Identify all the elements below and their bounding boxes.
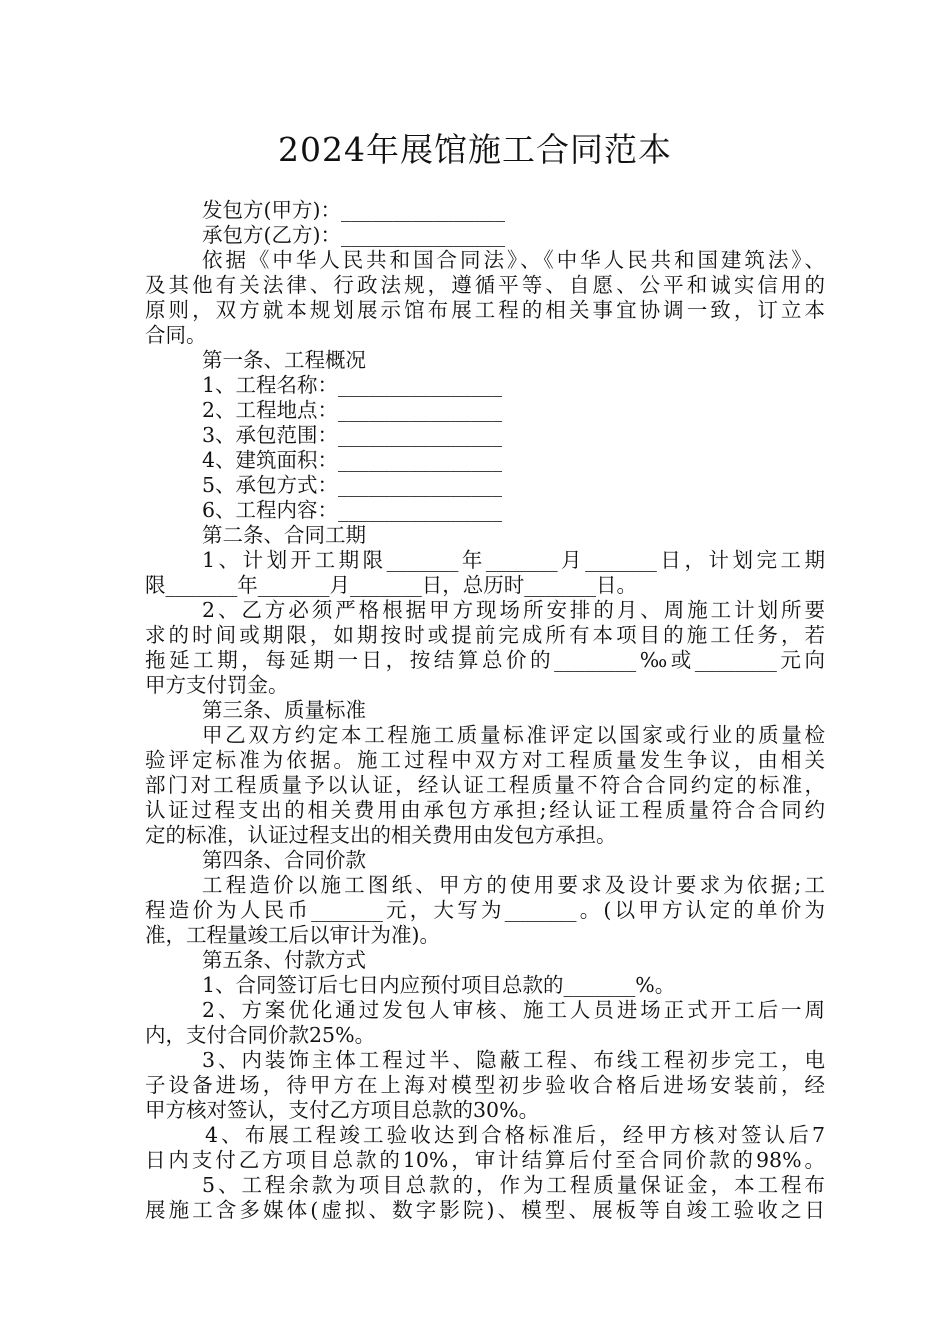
- section-heading: 第五条、付款方式: [202, 948, 366, 972]
- party-b-line: 承包方(乙方)：________________: [202, 223, 505, 247]
- paragraph-line: 3、内装饰主体工程过半、隐蔽工程、布线工程初步完工，电: [202, 1048, 825, 1072]
- paragraph-line: 合同。: [145, 323, 207, 347]
- paragraph-line: 1、计划开工期限_______年_______月_______日，计划完工期: [202, 548, 825, 572]
- document-title: 2024年展馆施工合同范本: [278, 130, 672, 169]
- paragraph-line: 准，工程量竣工后以审计为准)。: [145, 923, 440, 947]
- paragraph-line: 日内支付乙方项目总款的10%，审计结算后付至合同价款的98%。: [145, 1148, 825, 1172]
- paragraph-line: 认证过程支出的相关费用由承包方承担;经认证工程质量符合合同约: [145, 798, 825, 822]
- form-field-line: 1、工程名称：________________: [202, 373, 503, 397]
- paragraph-line: 及其他有关法律、行政法规，遵循平等、自愿、公平和诚实信用的: [145, 273, 825, 297]
- paragraph-line: 原则，双方就本规划展示馆布展工程的相关事宜协调一致，订立本: [145, 298, 825, 322]
- paragraph-line: 定的标准，认证过程支出的相关费用由发包方承担。: [145, 823, 617, 847]
- paragraph-line: 子设备进场，待甲方在上海对模型初步验收合格后进场安装前，经: [145, 1073, 825, 1097]
- paragraph-line: 求的时间或期限，如期按时或提前完成所有本项目的施工任务，若: [145, 623, 825, 647]
- section-heading: 第一条、工程概况: [202, 348, 366, 372]
- paragraph-line: 5、工程余款为项目总款的，作为工程质量保证金，本工程布: [202, 1173, 825, 1197]
- section-heading: 第四条、合同价款: [202, 848, 366, 872]
- paragraph-line: 工程造价以施工图纸、甲方的使用要求及设计要求为依据;工: [202, 873, 825, 897]
- form-field-line: 3、承包范围：________________: [202, 423, 503, 447]
- form-field-line: 5、承包方式：________________: [202, 473, 503, 497]
- paragraph-line: 内，支付合同价款25%。: [145, 1023, 376, 1047]
- paragraph-line: 4、布展工程竣工验收达到合格标准后，经甲方核对签认后7: [205, 1123, 825, 1147]
- paragraph-line: 部门对工程质量予以认证，经认证工程质量不符合合同约定的标准，: [145, 773, 825, 797]
- paragraph-line: 甲乙双方约定本工程施工质量标准评定以国家或行业的质量检: [202, 723, 825, 747]
- form-field-line: 4、建筑面积：________________: [202, 448, 503, 472]
- paragraph-line: 验评定标准为依据。施工过程中双方对工程质量发生争议，由相关: [145, 748, 825, 772]
- paragraph-line: 展施工含多媒体(虚拟、数字影院)、模型、展板等自竣工验收之日: [145, 1198, 825, 1222]
- section-heading: 第三条、质量标准: [202, 698, 366, 722]
- paragraph-line: 拖延工期，每延期一日，按结算总价的________‰或________元向: [145, 648, 825, 672]
- paragraph-line: 2、方案优化通过发包人审核、施工人员进场正式开工后一周: [202, 998, 825, 1022]
- paragraph-line: 1、合同签订后七日内应预付项目总款的_______%。: [202, 973, 676, 997]
- paragraph-line: 程造价为人民币_______元，大写为_______。(以甲方认定的单价为: [145, 898, 825, 922]
- form-field-line: 2、工程地点：________________: [202, 398, 503, 422]
- paragraph-line: 甲方核对签认，支付乙方项目总款的30%。: [145, 1098, 540, 1122]
- form-field-line: 6、工程内容：________________: [202, 498, 503, 522]
- party-a-line: 发包方(甲方)：________________: [202, 198, 505, 222]
- paragraph-line: 甲方支付罚金。: [145, 673, 289, 697]
- paragraph-line: 2、乙方必须严格根据甲方现场所安排的月、周施工计划所要: [202, 598, 825, 622]
- document-body: [145, 198, 825, 1223]
- section-heading: 第二条、合同工期: [202, 523, 366, 547]
- paragraph-line: 限_______年_______月_______日，总历时_______日。: [145, 573, 637, 597]
- paragraph-line: 依据《中华人民共和国合同法》、《中华人民共和国建筑法》、: [202, 248, 825, 272]
